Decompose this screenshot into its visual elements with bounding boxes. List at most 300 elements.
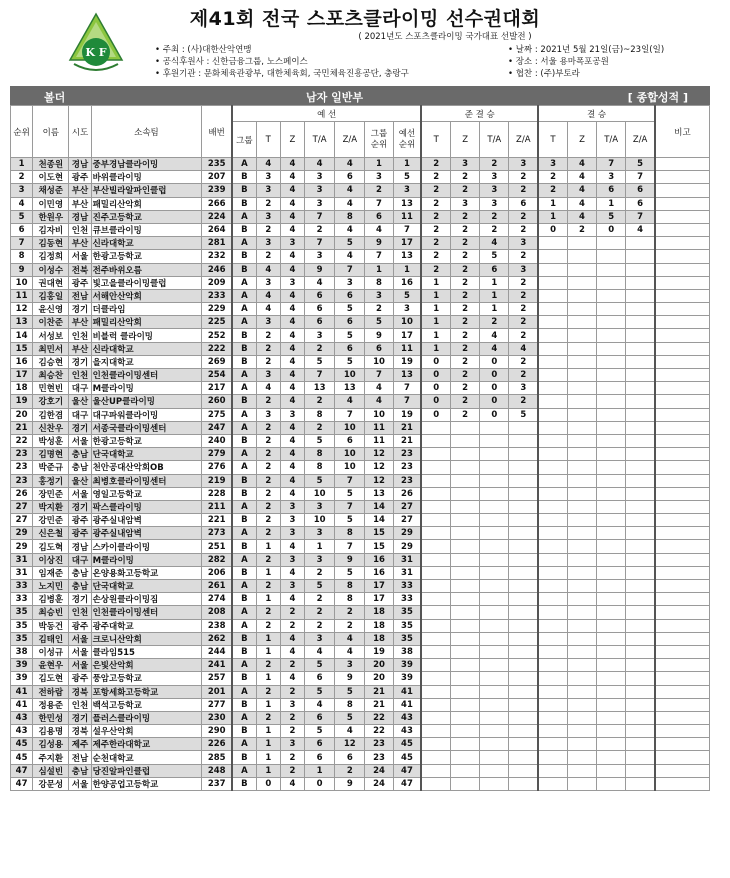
bib-cell: 208 xyxy=(202,606,232,619)
bib-cell: 224 xyxy=(202,210,232,223)
qual-ta-cell: 6 xyxy=(305,738,335,751)
final-ta-cell xyxy=(597,632,626,645)
note-cell xyxy=(655,276,710,289)
qual-za-cell: 8 xyxy=(335,210,365,223)
group-cell: A xyxy=(232,316,256,329)
rank-cell: 13 xyxy=(11,316,33,329)
city-cell: 부산 xyxy=(69,237,91,250)
semi-z-cell xyxy=(451,474,480,487)
team-cell: 큐브클라이밍 xyxy=(91,223,202,236)
semi-za-cell xyxy=(509,698,538,711)
final-za-cell xyxy=(626,738,655,751)
semi-t-cell xyxy=(421,434,450,447)
col-note: 비고 xyxy=(655,106,710,158)
qual-z-cell: 4 xyxy=(280,434,304,447)
qual-rank-cell: 3 xyxy=(393,303,421,316)
final-ta-cell xyxy=(597,342,626,355)
category-bar xyxy=(10,86,710,105)
table-row xyxy=(11,474,710,487)
semi-t-cell xyxy=(421,619,450,632)
team-cell: 포항세화고등학교 xyxy=(91,685,202,698)
qual-t-cell: 1 xyxy=(256,593,280,606)
final-za-cell xyxy=(626,395,655,408)
semi-za-cell: 2 xyxy=(509,171,538,184)
group-cell: A xyxy=(232,382,256,395)
qual-ta-cell: 6 xyxy=(305,711,335,724)
semi-z-cell xyxy=(451,698,480,711)
semi-z-cell xyxy=(451,461,480,474)
note-cell xyxy=(655,606,710,619)
bib-cell: 273 xyxy=(202,527,232,540)
note-cell xyxy=(655,316,710,329)
qual-rank-cell: 7 xyxy=(393,395,421,408)
final-z-cell xyxy=(567,395,596,408)
qual-t-cell: 3 xyxy=(256,184,280,197)
qual-ta-cell: 5 xyxy=(305,355,335,368)
qual-ta-cell: 3 xyxy=(305,171,335,184)
name-cell: 최승빈 xyxy=(33,606,69,619)
final-za-cell: 7 xyxy=(626,171,655,184)
team-cell: 서종국클라이밍센터 xyxy=(91,421,202,434)
final-ta-cell xyxy=(597,685,626,698)
group-cell: B xyxy=(232,593,256,606)
table-row xyxy=(11,645,710,658)
qual-rank-cell: 13 xyxy=(393,197,421,210)
semi-t-cell xyxy=(421,540,450,553)
qual-t-cell: 2 xyxy=(256,487,280,500)
qual-t-cell: 3 xyxy=(256,369,280,382)
city-cell: 대구 xyxy=(69,408,91,421)
semi-t-cell xyxy=(421,527,450,540)
semi-z-cell: 2 xyxy=(451,342,480,355)
semi-t-cell xyxy=(421,632,450,645)
semi-t-cell xyxy=(421,566,450,579)
semi-za-cell: 3 xyxy=(509,158,538,171)
bib-cell: 211 xyxy=(202,500,232,513)
team-cell: 백석고등학교 xyxy=(91,698,202,711)
table-row xyxy=(11,738,710,751)
group-cell: A xyxy=(232,289,256,302)
name-cell: 민현빈 xyxy=(33,382,69,395)
semi-ta-cell xyxy=(480,619,509,632)
page-subtitle: ( 2021년도 스포츠클라이밍 국가대표 선발전 ) xyxy=(358,32,532,42)
semi-z-cell: 2 xyxy=(451,210,480,223)
final-z-cell xyxy=(567,540,596,553)
name-cell: 한원우 xyxy=(33,210,69,223)
city-cell: 제주 xyxy=(69,738,91,751)
group-cell: B xyxy=(232,698,256,711)
final-ta-cell xyxy=(597,369,626,382)
qual-ta-cell: 5 xyxy=(305,580,335,593)
table-row xyxy=(11,158,710,171)
team-cell: 스카이클라이밍 xyxy=(91,540,202,553)
final-t-cell xyxy=(538,237,567,250)
qual-t-cell: 4 xyxy=(256,382,280,395)
table-row xyxy=(11,408,710,421)
final-ta-cell xyxy=(597,711,626,724)
semi-ta-cell xyxy=(480,725,509,738)
group-cell: A xyxy=(232,408,256,421)
col-final: 결 승 xyxy=(538,106,655,122)
city-cell: 서울 xyxy=(69,659,91,672)
qual-t-cell: 0 xyxy=(256,777,280,790)
qual-ta-cell: 6 xyxy=(305,316,335,329)
bib-cell: 235 xyxy=(202,158,232,171)
qual-za-cell: 5 xyxy=(335,237,365,250)
city-cell: 경북 xyxy=(69,685,91,698)
group-cell: B xyxy=(232,777,256,790)
discipline-label: 볼더 xyxy=(44,91,66,104)
note-cell xyxy=(655,632,710,645)
note-cell xyxy=(655,580,710,593)
qual-t-cell: 1 xyxy=(256,540,280,553)
qual-ta-cell: 9 xyxy=(305,263,335,276)
final-ta-cell xyxy=(597,316,626,329)
bib-cell: 206 xyxy=(202,566,232,579)
semi-z-cell xyxy=(451,672,480,685)
group-rank-cell: 19 xyxy=(365,645,393,658)
final-z-cell xyxy=(567,685,596,698)
group-rank-cell: 17 xyxy=(365,580,393,593)
semi-t-cell xyxy=(421,645,450,658)
qual-ta-cell: 4 xyxy=(305,158,335,171)
semi-ta-cell xyxy=(480,738,509,751)
qual-z-cell: 4 xyxy=(280,645,304,658)
team-cell: 을지대학교 xyxy=(91,355,202,368)
city-cell: 인천 xyxy=(69,329,91,342)
qual-za-cell: 4 xyxy=(335,223,365,236)
name-cell: 최승찬 xyxy=(33,369,69,382)
name-cell: 이상진 xyxy=(33,553,69,566)
rank-cell: 39 xyxy=(11,672,33,685)
qual-za-cell: 2 xyxy=(335,764,365,777)
semi-ta-cell xyxy=(480,632,509,645)
qual-ta-cell: 10 xyxy=(305,514,335,527)
semi-t-cell xyxy=(421,474,450,487)
final-za-cell: 5 xyxy=(626,158,655,171)
semi-z-cell: 2 xyxy=(451,303,480,316)
final-ta-cell xyxy=(597,777,626,790)
final-za-cell xyxy=(626,421,655,434)
note-cell xyxy=(655,197,710,210)
results-table xyxy=(10,105,710,791)
qual-z-cell: 3 xyxy=(280,276,304,289)
qual-ta-cell: 2 xyxy=(305,566,335,579)
qual-z-cell: 4 xyxy=(280,369,304,382)
rank-cell: 22 xyxy=(11,434,33,447)
group-cell: A xyxy=(232,619,256,632)
qual-z-cell: 4 xyxy=(280,421,304,434)
final-t-cell xyxy=(538,289,567,302)
final-z-cell xyxy=(567,250,596,263)
team-cell: 은빛산악회 xyxy=(91,659,202,672)
semi-t-cell xyxy=(421,421,450,434)
group-cell: A xyxy=(232,764,256,777)
qual-ta-cell: 3 xyxy=(305,632,335,645)
bib-cell: 251 xyxy=(202,540,232,553)
group-rank-cell: 9 xyxy=(365,237,393,250)
semi-za-cell xyxy=(509,553,538,566)
semi-za-cell xyxy=(509,751,538,764)
final-za-cell xyxy=(626,685,655,698)
qual-za-cell: 9 xyxy=(335,672,365,685)
final-za-cell xyxy=(626,237,655,250)
qual-z-cell: 4 xyxy=(280,487,304,500)
semi-z-cell xyxy=(451,487,480,500)
qual-za-cell: 5 xyxy=(335,685,365,698)
final-za-cell xyxy=(626,751,655,764)
note-cell xyxy=(655,237,710,250)
qual-za-cell: 5 xyxy=(335,566,365,579)
semi-za-cell xyxy=(509,777,538,790)
qual-za-cell: 6 xyxy=(335,434,365,447)
qual-z-cell: 4 xyxy=(280,382,304,395)
name-cell: 신은철 xyxy=(33,527,69,540)
semi-t-cell xyxy=(421,514,450,527)
semi-z-cell: 2 xyxy=(451,250,480,263)
qual-t-cell: 1 xyxy=(256,751,280,764)
qual-za-cell: 5 xyxy=(335,487,365,500)
qual-z-cell: 3 xyxy=(280,514,304,527)
qual-rank-cell: 17 xyxy=(393,237,421,250)
semi-za-cell: 5 xyxy=(509,408,538,421)
city-cell: 광주 xyxy=(69,171,91,184)
qual-ta-cell: 8 xyxy=(305,461,335,474)
final-za-cell xyxy=(626,303,655,316)
rank-cell: 39 xyxy=(11,659,33,672)
qual-z-cell: 3 xyxy=(280,580,304,593)
qual-ta-cell: 1 xyxy=(305,764,335,777)
qual-za-cell: 7 xyxy=(335,500,365,513)
result-type-label: [ 종합성적 ] xyxy=(627,91,688,104)
qual-t-cell: 2 xyxy=(256,659,280,672)
rank-cell: 19 xyxy=(11,395,33,408)
qual-t-cell: 1 xyxy=(256,725,280,738)
bib-cell: 274 xyxy=(202,593,232,606)
final-t-cell xyxy=(538,553,567,566)
city-cell: 울산 xyxy=(69,474,91,487)
col-qual-ta: T/A xyxy=(305,122,335,158)
name-cell: 장민준 xyxy=(33,487,69,500)
qual-z-cell: 4 xyxy=(280,448,304,461)
team-cell: 중부경남클라이밍 xyxy=(91,158,202,171)
bib-cell: 264 xyxy=(202,223,232,236)
final-ta-cell xyxy=(597,764,626,777)
qual-rank-cell: 39 xyxy=(393,659,421,672)
final-t-cell xyxy=(538,777,567,790)
final-z-cell xyxy=(567,606,596,619)
final-ta-cell xyxy=(597,263,626,276)
group-cell: A xyxy=(232,685,256,698)
final-t-cell xyxy=(538,461,567,474)
qual-z-cell: 2 xyxy=(280,764,304,777)
semi-za-cell: 2 xyxy=(509,329,538,342)
final-za-cell xyxy=(626,606,655,619)
name-cell: 김자비 xyxy=(33,223,69,236)
table-row xyxy=(11,580,710,593)
final-za-cell xyxy=(626,514,655,527)
rank-cell: 7 xyxy=(11,237,33,250)
table-row xyxy=(11,540,710,553)
qual-ta-cell: 3 xyxy=(305,184,335,197)
final-za-cell xyxy=(626,777,655,790)
city-cell: 경기 xyxy=(69,500,91,513)
final-ta-cell: 5 xyxy=(597,210,626,223)
col-semi-za: Z/A xyxy=(509,122,538,158)
semi-ta-cell xyxy=(480,540,509,553)
final-za-cell xyxy=(626,369,655,382)
team-cell: 패밀리산악회 xyxy=(91,197,202,210)
info-line: • 후원기관 : 문화체육관광부, 대한체육회, 국민체육진흥공단, 충랑구 xyxy=(155,68,409,80)
qual-ta-cell: 5 xyxy=(305,659,335,672)
semi-ta-cell: 0 xyxy=(480,408,509,421)
table-row xyxy=(11,369,710,382)
final-t-cell xyxy=(538,329,567,342)
qual-t-cell: 4 xyxy=(256,289,280,302)
semi-za-cell xyxy=(509,606,538,619)
final-ta-cell xyxy=(597,487,626,500)
group-rank-cell: 1 xyxy=(365,263,393,276)
col-bib: 배번 xyxy=(202,106,232,158)
qual-rank-cell: 21 xyxy=(393,434,421,447)
final-z-cell xyxy=(567,751,596,764)
qual-t-cell: 2 xyxy=(256,461,280,474)
qual-z-cell: 3 xyxy=(280,408,304,421)
group-rank-cell: 3 xyxy=(365,289,393,302)
rank-cell: 47 xyxy=(11,764,33,777)
semi-z-cell xyxy=(451,527,480,540)
note-cell xyxy=(655,395,710,408)
group-rank-cell: 12 xyxy=(365,474,393,487)
qual-t-cell: 4 xyxy=(256,263,280,276)
qual-z-cell: 2 xyxy=(280,659,304,672)
name-cell: 김용명 xyxy=(33,725,69,738)
semi-za-cell: 2 xyxy=(509,250,538,263)
semi-z-cell xyxy=(451,685,480,698)
final-za-cell xyxy=(626,250,655,263)
qual-rank-cell: 1 xyxy=(393,158,421,171)
qual-t-cell: 2 xyxy=(256,434,280,447)
final-t-cell xyxy=(538,619,567,632)
city-cell: 경남 xyxy=(69,210,91,223)
semi-t-cell xyxy=(421,659,450,672)
semi-z-cell xyxy=(451,514,480,527)
final-z-cell xyxy=(567,672,596,685)
group-cell: B xyxy=(232,263,256,276)
city-cell: 경기 xyxy=(69,421,91,434)
final-za-cell: 6 xyxy=(626,197,655,210)
qual-rank-cell: 35 xyxy=(393,632,421,645)
qual-za-cell: 5 xyxy=(335,303,365,316)
table-row xyxy=(11,263,710,276)
rank-cell: 47 xyxy=(11,777,33,790)
table-row xyxy=(11,672,710,685)
document-header xyxy=(0,0,730,84)
city-cell: 울산 xyxy=(69,395,91,408)
table-row xyxy=(11,171,710,184)
group-rank-cell: 4 xyxy=(365,395,393,408)
group-cell: A xyxy=(232,500,256,513)
semi-ta-cell xyxy=(480,593,509,606)
city-cell: 광주 xyxy=(69,527,91,540)
qual-z-cell: 4 xyxy=(280,355,304,368)
results-body xyxy=(11,158,710,791)
final-t-cell xyxy=(538,711,567,724)
semi-ta-cell xyxy=(480,751,509,764)
name-cell: 이찬준 xyxy=(33,316,69,329)
bib-cell: 246 xyxy=(202,263,232,276)
qual-rank-cell: 41 xyxy=(393,685,421,698)
final-t-cell xyxy=(538,250,567,263)
table-row xyxy=(11,606,710,619)
team-cell: 인천클라이밍센터 xyxy=(91,606,202,619)
qual-za-cell: 8 xyxy=(335,593,365,606)
qual-t-cell: 1 xyxy=(256,645,280,658)
semi-ta-cell xyxy=(480,527,509,540)
table-row xyxy=(11,355,710,368)
qual-za-cell: 6 xyxy=(335,751,365,764)
semi-t-cell xyxy=(421,461,450,474)
note-cell xyxy=(655,514,710,527)
qual-z-cell: 4 xyxy=(280,316,304,329)
final-za-cell xyxy=(626,448,655,461)
bib-cell: 248 xyxy=(202,764,232,777)
qual-z-cell: 4 xyxy=(280,593,304,606)
semi-t-cell xyxy=(421,593,450,606)
city-cell: 경남 xyxy=(69,540,91,553)
team-cell: 인천클라이밍센터 xyxy=(91,369,202,382)
bib-cell: 229 xyxy=(202,303,232,316)
qual-z-cell: 4 xyxy=(280,395,304,408)
semi-t-cell: 2 xyxy=(421,263,450,276)
group-cell: B xyxy=(232,355,256,368)
note-cell xyxy=(655,461,710,474)
final-z-cell xyxy=(567,487,596,500)
final-ta-cell: 0 xyxy=(597,223,626,236)
semi-z-cell: 2 xyxy=(451,184,480,197)
group-cell: B xyxy=(232,434,256,447)
final-ta-cell xyxy=(597,250,626,263)
semi-t-cell: 1 xyxy=(421,303,450,316)
name-cell: 박동건 xyxy=(33,619,69,632)
table-row xyxy=(11,553,710,566)
event-info-right xyxy=(508,44,664,80)
qual-za-cell: 5 xyxy=(335,355,365,368)
final-t-cell xyxy=(538,421,567,434)
name-cell: 윤현우 xyxy=(33,659,69,672)
name-cell: 최민서 xyxy=(33,342,69,355)
group-cell: B xyxy=(232,171,256,184)
note-cell xyxy=(655,685,710,698)
semi-t-cell xyxy=(421,606,450,619)
semi-ta-cell: 3 xyxy=(480,197,509,210)
bib-cell: 282 xyxy=(202,553,232,566)
final-t-cell xyxy=(538,434,567,447)
team-cell: 부산빌라알파인클럽 xyxy=(91,184,202,197)
final-za-cell xyxy=(626,276,655,289)
col-group-rank: 그룹 순위 xyxy=(365,122,393,158)
note-cell xyxy=(655,171,710,184)
qual-ta-cell: 3 xyxy=(305,500,335,513)
name-cell: 강문성 xyxy=(33,777,69,790)
qual-ta-cell: 10 xyxy=(305,487,335,500)
final-za-cell: 6 xyxy=(626,184,655,197)
semi-ta-cell: 0 xyxy=(480,395,509,408)
final-za-cell xyxy=(626,342,655,355)
team-cell: 한양공업고등학교 xyxy=(91,777,202,790)
qual-rank-cell: 45 xyxy=(393,738,421,751)
final-t-cell xyxy=(538,500,567,513)
